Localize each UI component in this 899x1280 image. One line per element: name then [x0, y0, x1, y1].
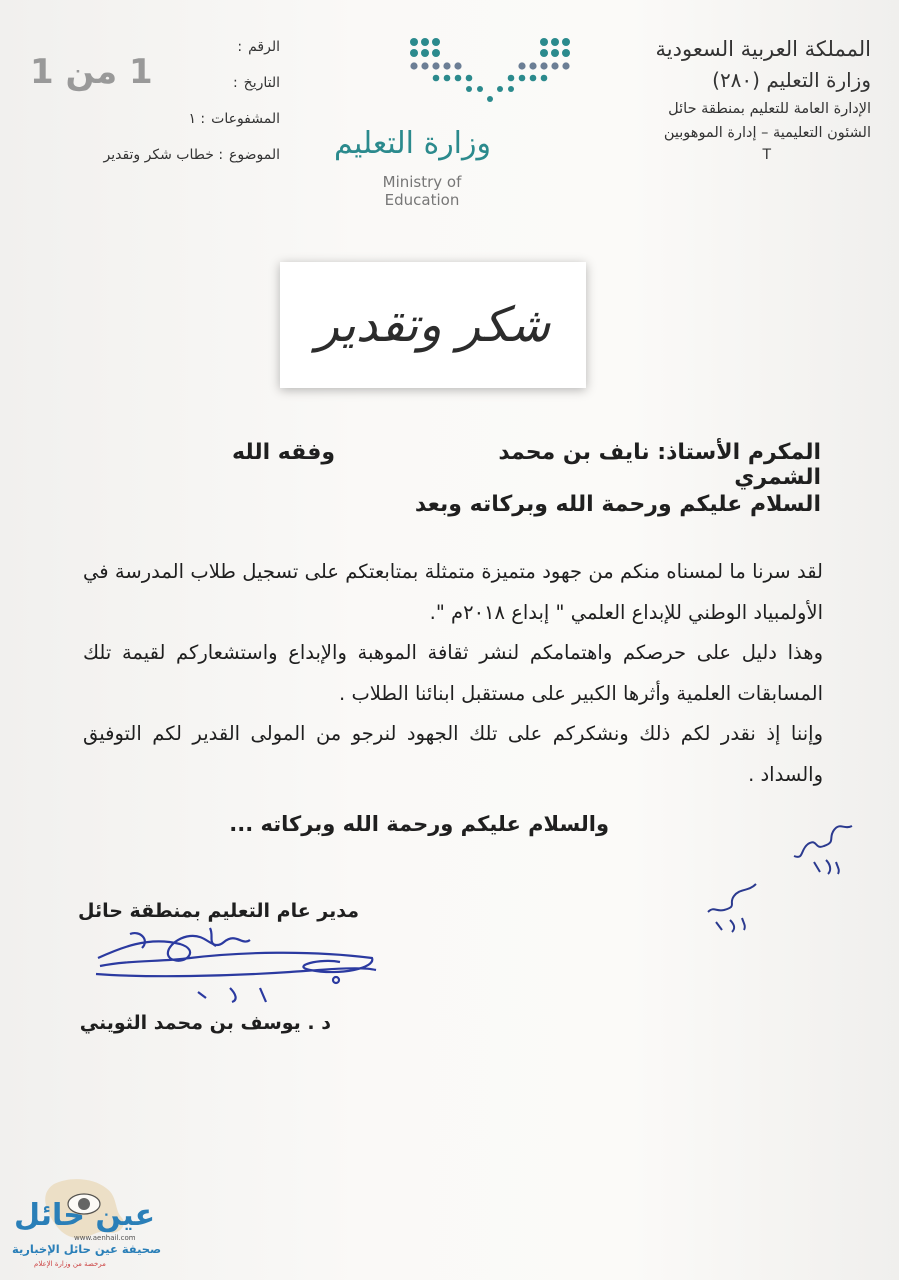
attachments-row — [66, 110, 280, 146]
attachments-label: المشفوعات — [211, 111, 280, 127]
date-label: التاريخ — [243, 75, 280, 91]
handwritten-note-icon — [700, 878, 770, 938]
body-paragraph: لقد سرنا ما لمسناه منكم من جهود متميزة متمثلة بمتابعتكم على تسجيل طلاب المدرسة في الأولمبياد الوطني للإبداع العلمي " إبداع ٢٠١٨م ". — [83, 560, 823, 624]
directorate-name: الإدارة العامة للتعليم بمنطقة حائل — [668, 101, 871, 117]
subject-label: الموضوع — [229, 147, 280, 163]
recipient-blessing: وفقه الله — [232, 440, 336, 465]
date-value: : — [232, 75, 238, 91]
department-name: الشئون التعليمية – إدارة الموهوبين — [663, 125, 871, 141]
aen-hail-subtitle: مرخصة من وزارة الإعلام — [34, 1260, 106, 1268]
opening-greeting: السلام عليكم ورحمة الله وبركاته وبعد — [414, 492, 821, 517]
kingdom-name: المملكة العربية السعودية — [655, 37, 871, 61]
number-label: الرقم — [248, 39, 280, 55]
signatory-title: مدير عام التعليم بمنطقة حائل — [78, 900, 359, 922]
ministry-name: وزارة التعليم (٢٨٠) — [712, 68, 871, 92]
handwritten-note-icon — [774, 820, 864, 880]
aen-hail-url: www.aenhail.com — [74, 1234, 136, 1242]
letterhead-right — [571, 34, 871, 166]
attachments-value: : ١ — [188, 111, 206, 127]
ministry-logo-english: Ministry of Education — [382, 173, 462, 209]
aen-hail-wordmark: عين حائل — [14, 1198, 156, 1233]
subject-row — [66, 146, 280, 182]
letter-body — [83, 552, 823, 795]
handwritten-signature-icon — [90, 922, 380, 1012]
closing-greeting: والسلام عليكم ورحمة الله وبركاته ... — [229, 812, 609, 836]
signatory-name: د . يوسف بن محمد الثويني — [79, 1012, 331, 1034]
recipient-salutation: المكرم الأستاذ: نايف بن محمد الشمري — [498, 440, 821, 490]
subject-value: : خطاب شكر وتقدير — [103, 147, 224, 163]
number-value: : — [237, 39, 243, 55]
aen-hail-tagline: صحيفة عين حائل الإخبارية — [12, 1242, 162, 1256]
ministry-logo-arabic: وزارة التعليم — [333, 126, 491, 161]
thanks-calligraphy-title: شكر وتقدير — [280, 262, 586, 388]
ministry-logo-icon — [408, 36, 572, 106]
page-count: 1 من 1 — [30, 52, 153, 92]
body-paragraph: وهذا دليل على حرصكم واهتمامكم لنشر ثقافة الموهبة والإبداع واستشعاركم لقيمة تلك المسابقات العلمية وأثرها الكبير على مستقبل ابنائنا الطلاب . — [83, 641, 823, 705]
department-code: T — [762, 147, 771, 163]
body-paragraph: وإننا إذ نقدر لكم ذلك ونشكركم على تلك الجهود لنرجو من المولى القدير لكم التوفيق والسداد . — [83, 722, 823, 786]
